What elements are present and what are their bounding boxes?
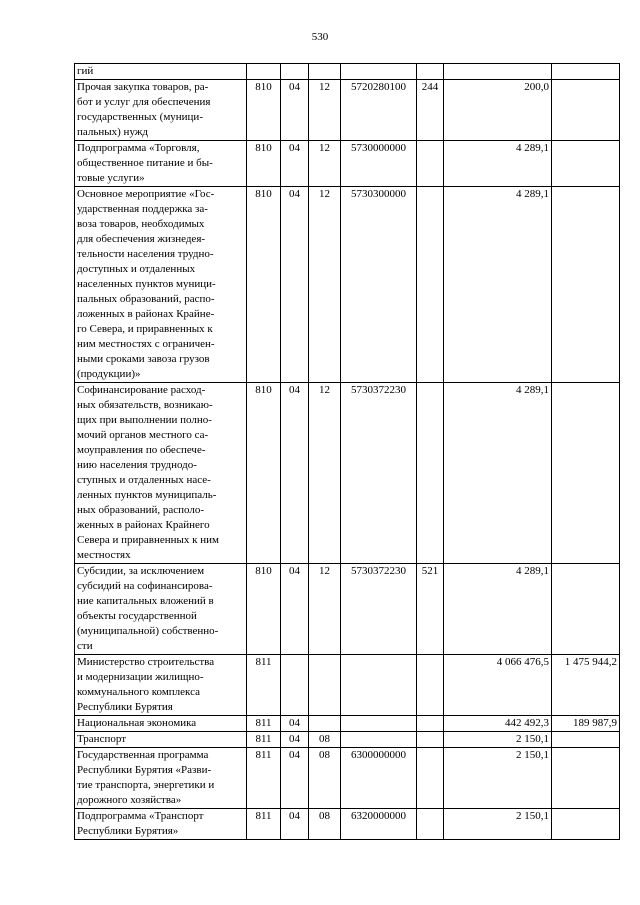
name-line: местностях bbox=[77, 549, 131, 561]
podrazdel-cell: 12 bbox=[309, 141, 341, 187]
name-line: бот и услуг для обеспечения bbox=[77, 96, 211, 108]
amount-2-cell bbox=[552, 748, 620, 809]
target-article-cell bbox=[341, 732, 417, 748]
name-line: Субсидии, за исключением bbox=[77, 565, 205, 577]
amount-2-cell: 1 475 944,2 bbox=[552, 655, 620, 716]
name-line: Транспорт bbox=[77, 733, 127, 745]
amount-2-cell: 189 987,9 bbox=[552, 716, 620, 732]
name-line: Софинансирование расход- bbox=[77, 384, 206, 396]
grbs-cell: 811 bbox=[247, 655, 281, 716]
name-line: Государственная программа bbox=[77, 749, 209, 761]
razdel-cell: 04 bbox=[281, 80, 309, 141]
amount-2-cell bbox=[552, 64, 620, 80]
razdel-cell bbox=[281, 655, 309, 716]
expense-type-cell bbox=[417, 383, 444, 564]
name-line: и модернизации жилищно- bbox=[77, 671, 204, 683]
target-article-cell: 5720280100 bbox=[341, 80, 417, 141]
name-line: общественное питание и бы- bbox=[77, 157, 213, 169]
name-line: (продукции)» bbox=[77, 368, 141, 380]
podrazdel-cell: 12 bbox=[309, 383, 341, 564]
name-cell bbox=[75, 187, 247, 383]
target-article-cell bbox=[341, 655, 417, 716]
expense-type-cell bbox=[417, 809, 444, 840]
name-line: Прочая закупка товаров, ра- bbox=[77, 81, 209, 93]
name-line: го Севера, и приравненных к bbox=[77, 323, 213, 335]
grbs-cell: 811 bbox=[247, 809, 281, 840]
name-line: коммунального комплекса bbox=[77, 686, 201, 698]
amount-2-cell bbox=[552, 187, 620, 383]
name-line: объекты государственной bbox=[77, 610, 197, 622]
expense-type-cell bbox=[417, 64, 444, 80]
name-line: мочий органов местного са- bbox=[77, 429, 209, 441]
name-cell bbox=[75, 716, 247, 732]
table-row bbox=[75, 564, 620, 655]
name-cell bbox=[75, 80, 247, 141]
name-line: Севера и приравненных к ним bbox=[77, 534, 219, 546]
name-line: (муниципальной) собственно- bbox=[77, 625, 219, 637]
amount-2-cell bbox=[552, 80, 620, 141]
amount-cell: 4 289,1 bbox=[444, 141, 552, 187]
expense-type-cell bbox=[417, 187, 444, 383]
amount-2-cell bbox=[552, 141, 620, 187]
name-line: для обеспечения жизнедея- bbox=[77, 233, 206, 245]
razdel-cell: 04 bbox=[281, 383, 309, 564]
name-line: ных обязательств, возникаю- bbox=[77, 399, 213, 411]
amount-2-cell bbox=[552, 732, 620, 748]
razdel-cell: 04 bbox=[281, 564, 309, 655]
expense-type-cell bbox=[417, 716, 444, 732]
razdel-cell: 04 bbox=[281, 187, 309, 383]
name-cell bbox=[75, 564, 247, 655]
name-line: воза товаров, необходимых bbox=[77, 218, 205, 230]
grbs-cell: 811 bbox=[247, 716, 281, 732]
amount-2-cell bbox=[552, 383, 620, 564]
grbs-cell: 811 bbox=[247, 748, 281, 809]
razdel-cell: 04 bbox=[281, 716, 309, 732]
name-line: тельности населения трудно- bbox=[77, 248, 214, 260]
expense-type-cell bbox=[417, 655, 444, 716]
grbs-cell: 810 bbox=[247, 141, 281, 187]
razdel-cell: 04 bbox=[281, 748, 309, 809]
budget-table bbox=[74, 63, 620, 840]
podrazdel-cell: 12 bbox=[309, 564, 341, 655]
name-line: ступных и отдаленных насе- bbox=[77, 474, 211, 486]
amount-cell: 2 150,1 bbox=[444, 748, 552, 809]
name-line: дорожного хозяйства» bbox=[77, 794, 182, 806]
grbs-cell: 810 bbox=[247, 80, 281, 141]
razdel-cell bbox=[281, 64, 309, 80]
grbs-cell bbox=[247, 64, 281, 80]
target-article-cell: 5730300000 bbox=[341, 187, 417, 383]
table-row bbox=[75, 655, 620, 716]
name-line: нию населения труднодо- bbox=[77, 459, 197, 471]
name-line: ных образований, располо- bbox=[77, 504, 205, 516]
podrazdel-cell: 12 bbox=[309, 187, 341, 383]
name-line: щих при выполнении полно- bbox=[77, 414, 212, 426]
name-line: сти bbox=[77, 640, 93, 652]
name-line: моуправления по обеспече- bbox=[77, 444, 206, 456]
amount-cell: 4 066 476,5 bbox=[444, 655, 552, 716]
expense-type-cell: 244 bbox=[417, 80, 444, 141]
name-line: ним местностях с ограничен- bbox=[77, 338, 215, 350]
table-row bbox=[75, 141, 620, 187]
podrazdel-cell: 08 bbox=[309, 748, 341, 809]
name-line: Подпрограмма «Торговля, bbox=[77, 142, 200, 154]
podrazdel-cell bbox=[309, 716, 341, 732]
amount-cell: 442 492,3 bbox=[444, 716, 552, 732]
target-article-cell bbox=[341, 716, 417, 732]
name-line: ударственная поддержка за- bbox=[77, 203, 208, 215]
target-article-cell bbox=[341, 64, 417, 80]
table-row bbox=[75, 809, 620, 840]
name-line: пальных образований, распо- bbox=[77, 293, 215, 305]
target-article-cell: 5730372230 bbox=[341, 564, 417, 655]
grbs-cell: 811 bbox=[247, 732, 281, 748]
page-number: 530 bbox=[311, 31, 329, 43]
name-line: Министерство строительства bbox=[77, 656, 215, 668]
expense-type-cell bbox=[417, 732, 444, 748]
grbs-cell: 810 bbox=[247, 187, 281, 383]
table-row bbox=[75, 732, 620, 748]
table-row bbox=[75, 716, 620, 732]
table-row bbox=[75, 64, 620, 80]
podrazdel-cell: 08 bbox=[309, 809, 341, 840]
amount-cell: 2 150,1 bbox=[444, 732, 552, 748]
amount-cell bbox=[444, 64, 552, 80]
table-row bbox=[75, 748, 620, 809]
name-line: ными сроками завоза грузов bbox=[77, 353, 210, 365]
name-line: Национальная экономика bbox=[77, 717, 197, 729]
table-row bbox=[75, 80, 620, 141]
name-line: Подпрограмма «Транспорт bbox=[77, 810, 204, 822]
name-line: тие транспорта, энергетики и bbox=[77, 779, 215, 791]
target-article-cell: 5730372230 bbox=[341, 383, 417, 564]
name-line: ние капитальных вложений в bbox=[77, 595, 214, 607]
grbs-cell: 810 bbox=[247, 383, 281, 564]
podrazdel-cell: 12 bbox=[309, 80, 341, 141]
amount-cell: 4 289,1 bbox=[444, 564, 552, 655]
target-article-cell: 5730000000 bbox=[341, 141, 417, 187]
name-line: Республики Бурятия bbox=[77, 701, 173, 713]
expense-type-cell: 521 bbox=[417, 564, 444, 655]
expense-type-cell bbox=[417, 748, 444, 809]
name-cell bbox=[75, 383, 247, 564]
razdel-cell: 04 bbox=[281, 141, 309, 187]
target-article-cell: 6320000000 bbox=[341, 809, 417, 840]
table-row bbox=[75, 187, 620, 383]
name-cell bbox=[75, 732, 247, 748]
table-body bbox=[75, 64, 620, 840]
name-line: Основное мероприятие «Гос- bbox=[77, 188, 215, 200]
name-line: населенных пунктов муници- bbox=[77, 278, 216, 290]
name-line: женных в районах Крайнего bbox=[77, 519, 210, 531]
podrazdel-cell bbox=[309, 64, 341, 80]
podrazdel-cell: 08 bbox=[309, 732, 341, 748]
amount-cell: 4 289,1 bbox=[444, 187, 552, 383]
name-cell bbox=[75, 64, 247, 80]
amount-2-cell bbox=[552, 809, 620, 840]
amount-2-cell bbox=[552, 564, 620, 655]
name-line: ложенных в районах Крайне- bbox=[77, 308, 215, 320]
podrazdel-cell bbox=[309, 655, 341, 716]
name-line: субсидий на софинансирова- bbox=[77, 580, 213, 592]
razdel-cell: 04 bbox=[281, 732, 309, 748]
name-line: Республики Бурятия «Разви- bbox=[77, 764, 212, 776]
amount-cell: 200,0 bbox=[444, 80, 552, 141]
name-line: ленных пунктов муниципаль- bbox=[77, 489, 217, 501]
name-cell bbox=[75, 141, 247, 187]
target-article-cell: 6300000000 bbox=[341, 748, 417, 809]
name-line: товые услуги» bbox=[77, 172, 145, 184]
amount-cell: 4 289,1 bbox=[444, 383, 552, 564]
expense-type-cell bbox=[417, 141, 444, 187]
name-line: гий bbox=[77, 65, 94, 77]
name-cell bbox=[75, 748, 247, 809]
name-cell bbox=[75, 809, 247, 840]
grbs-cell: 810 bbox=[247, 564, 281, 655]
name-cell bbox=[75, 655, 247, 716]
table-row bbox=[75, 383, 620, 564]
name-line: пальных) нужд bbox=[77, 126, 149, 138]
amount-cell: 2 150,1 bbox=[444, 809, 552, 840]
name-line: государственных (муници- bbox=[77, 111, 203, 123]
name-line: Республики Бурятия» bbox=[77, 825, 179, 837]
name-line: доступных и отдаленных bbox=[77, 263, 196, 275]
razdel-cell: 04 bbox=[281, 809, 309, 840]
